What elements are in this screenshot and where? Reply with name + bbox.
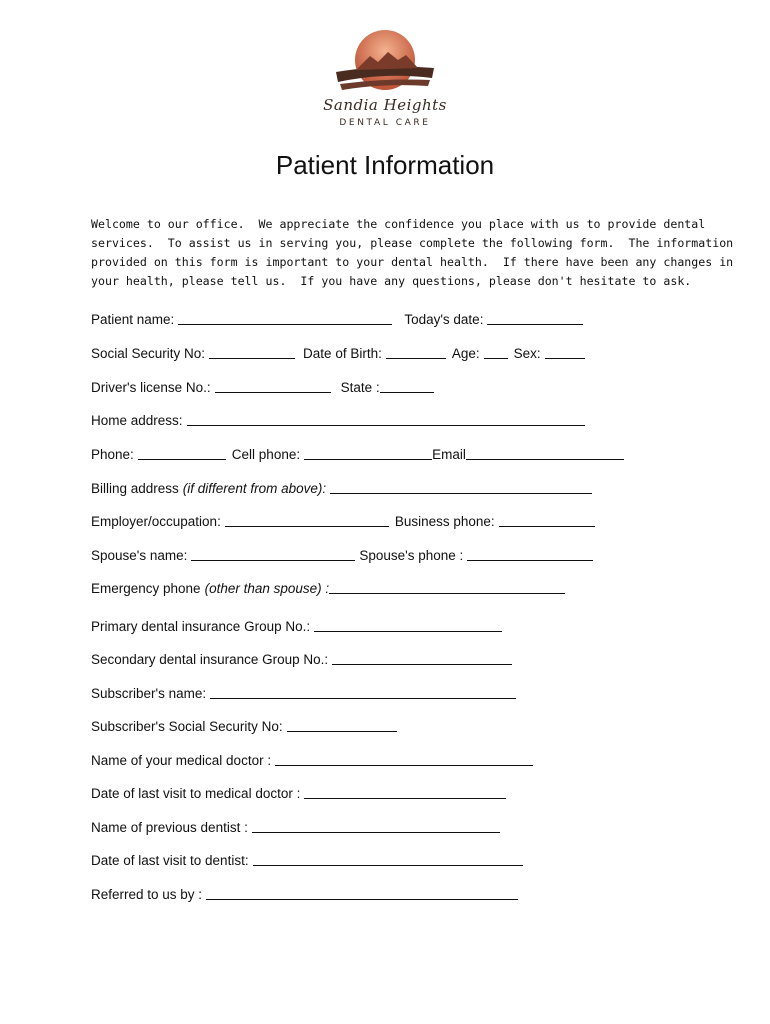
cell-phone-label: Cell phone: bbox=[231, 447, 301, 462]
todays-date-field[interactable] bbox=[487, 324, 583, 325]
row-emergency-phone bbox=[91, 578, 565, 596]
emergency-phone-note: (other than spouse) : bbox=[204, 581, 330, 596]
billing-address-field[interactable] bbox=[330, 493, 592, 494]
secondary-insurance-label: Secondary dental insurance Group No.: bbox=[91, 652, 329, 667]
intro-paragraph bbox=[91, 215, 734, 291]
billing-address-label: Billing address bbox=[91, 481, 179, 496]
intro-line: services. To assist us in serving you, please complete the following form. The information bbox=[91, 236, 734, 250]
spouse-name-field[interactable] bbox=[191, 560, 355, 561]
intro-line: provided on this form is important to your dental health. If there have been any changes in bbox=[91, 255, 734, 269]
spouse-name-label: Spouse's name: bbox=[91, 548, 188, 563]
email-field[interactable] bbox=[466, 459, 624, 460]
todays-date-label: Today's date: bbox=[404, 312, 484, 327]
subscriber-ssn-label: Subscriber's Social Security No: bbox=[91, 719, 283, 734]
spouse-phone-field[interactable] bbox=[467, 560, 593, 561]
row-home-address bbox=[91, 410, 585, 428]
subscriber-name-label: Subscriber's name: bbox=[91, 686, 207, 701]
row-subscriber-ssn bbox=[91, 716, 397, 734]
referred-by-label: Referred to us by : bbox=[91, 887, 203, 902]
brand-subtitle: DENTAL CARE bbox=[339, 118, 431, 128]
row-last-visit-doctor bbox=[91, 783, 506, 801]
medical-doctor-field[interactable] bbox=[275, 765, 533, 766]
intro-line: your health, please tell us. If you have any questions, please don't hesitate to ask. bbox=[91, 274, 692, 288]
home-address-label: Home address: bbox=[91, 413, 183, 428]
last-visit-doctor-label: Date of last visit to medical doctor : bbox=[91, 786, 301, 801]
row-secondary-insurance bbox=[91, 649, 512, 667]
home-address-field[interactable] bbox=[187, 425, 585, 426]
intro-line: Welcome to our office. We appreciate the confidence you place with us to provide dental bbox=[91, 217, 706, 231]
row-ssn bbox=[91, 343, 585, 361]
drivers-license-label: Driver's license No.: bbox=[91, 380, 211, 395]
previous-dentist-label: Name of previous dentist : bbox=[91, 820, 248, 835]
dob-label: Date of Birth: bbox=[303, 346, 382, 361]
drivers-license-field[interactable] bbox=[215, 392, 331, 393]
patient-name-field[interactable] bbox=[178, 324, 392, 325]
row-primary-insurance bbox=[91, 616, 502, 634]
state-label: State : bbox=[340, 380, 380, 395]
state-field[interactable] bbox=[380, 392, 434, 393]
cell-phone-field[interactable] bbox=[304, 459, 432, 460]
employer-field[interactable] bbox=[225, 526, 389, 527]
employer-label: Employer/occupation: bbox=[91, 514, 221, 529]
brand-name: Sandia Heights bbox=[323, 96, 447, 114]
last-visit-doctor-field[interactable] bbox=[304, 798, 506, 799]
primary-insurance-label: Primary dental insurance Group No.: bbox=[91, 619, 311, 634]
phone-field[interactable] bbox=[138, 459, 226, 460]
sex-field[interactable] bbox=[545, 358, 585, 359]
subscriber-name-field[interactable] bbox=[210, 698, 516, 699]
email-label: Email bbox=[432, 447, 466, 462]
last-visit-dentist-label: Date of last visit to dentist: bbox=[91, 853, 249, 868]
row-previous-dentist bbox=[91, 817, 500, 835]
sex-label: Sex: bbox=[513, 346, 541, 361]
row-medical-doctor bbox=[91, 750, 533, 768]
secondary-insurance-field[interactable] bbox=[332, 664, 512, 665]
row-billing-address bbox=[91, 478, 592, 496]
business-phone-label: Business phone: bbox=[394, 514, 495, 529]
referred-by-field[interactable] bbox=[206, 899, 518, 900]
age-field[interactable] bbox=[484, 358, 508, 359]
subscriber-ssn-field[interactable] bbox=[287, 731, 397, 732]
phone-label: Phone: bbox=[91, 447, 134, 462]
previous-dentist-field[interactable] bbox=[252, 832, 500, 833]
spouse-phone-label: Spouse's phone : bbox=[359, 548, 464, 563]
last-visit-dentist-field[interactable] bbox=[253, 865, 523, 866]
primary-insurance-field[interactable] bbox=[314, 631, 502, 632]
age-label: Age: bbox=[451, 346, 480, 361]
dob-field[interactable] bbox=[386, 358, 446, 359]
row-drivers-license bbox=[91, 377, 434, 395]
patient-name-label: Patient name: bbox=[91, 312, 175, 327]
row-patient-name bbox=[91, 309, 583, 327]
medical-doctor-label: Name of your medical doctor : bbox=[91, 753, 272, 768]
row-subscriber-name bbox=[91, 683, 516, 701]
logo-mountain-sun-icon bbox=[332, 28, 438, 94]
row-employer bbox=[91, 511, 595, 529]
emergency-phone-label: Emergency phone bbox=[91, 581, 201, 596]
page-title: Patient Information bbox=[275, 150, 495, 180]
row-last-visit-dentist bbox=[91, 850, 523, 868]
row-spouse bbox=[91, 545, 593, 563]
row-referred-by bbox=[91, 884, 518, 902]
emergency-phone-field[interactable] bbox=[329, 593, 565, 594]
ssn-field[interactable] bbox=[209, 358, 295, 359]
row-phones bbox=[91, 444, 624, 462]
ssn-label: Social Security No: bbox=[91, 346, 206, 361]
business-phone-field[interactable] bbox=[499, 526, 595, 527]
billing-address-note: (if different from above): bbox=[182, 481, 327, 496]
logo bbox=[322, 28, 462, 136]
